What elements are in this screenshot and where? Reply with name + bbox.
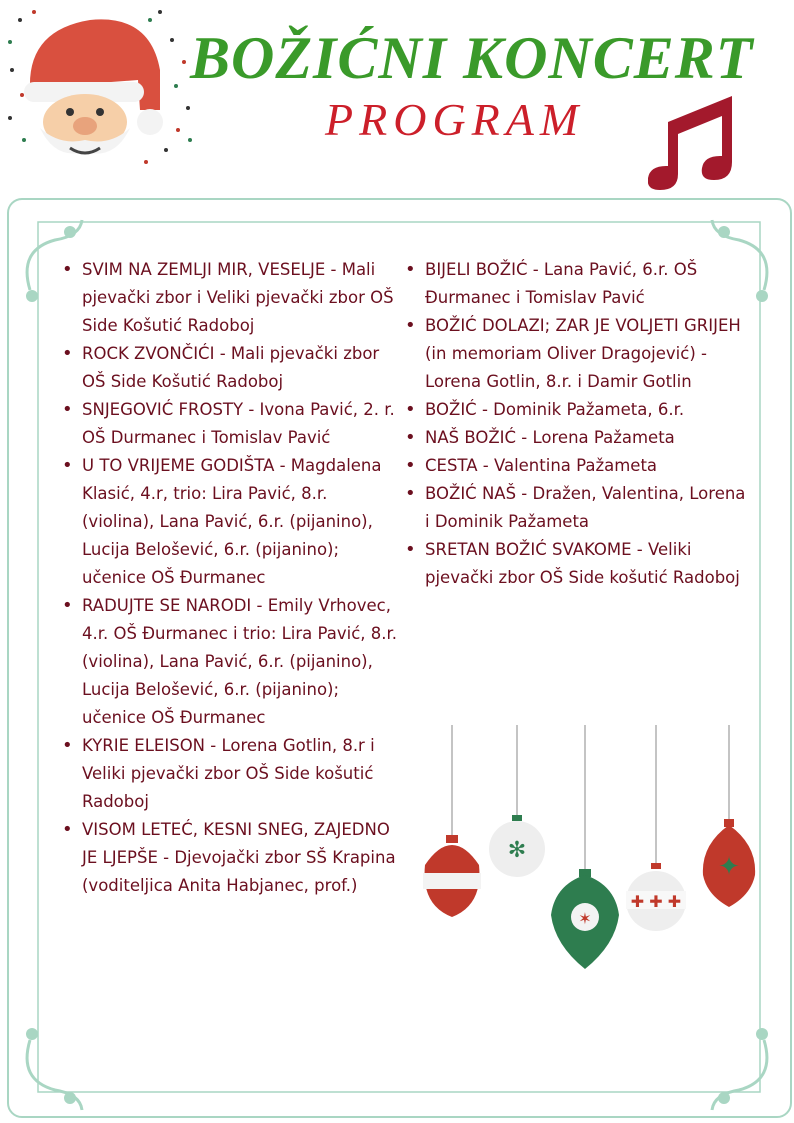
list-item: • CESTA - Valentina Pažameta [403, 452, 753, 480]
list-item: • ROCK ZVONČIĆI - Mali pjevački zbor OŠ Side Košutić Radoboj [60, 340, 400, 396]
list-item: • U TO VRIJEME GODIŠTA - Magdalena Klasić, 4.r, trio: Lira Pavić, 8.r. (violina), Lana Pavić, 6.r. (pijanino), Lucija Belošević, 6.r. (pijanino); učenice OŠ Đurmanec [60, 452, 400, 592]
page-subtitle: PROGRAM [325, 94, 585, 145]
list-item: • BOŽIĆ NAŠ - Dražen, Valentina, Lorena i Dominik Pažameta [403, 480, 753, 536]
list-item: • SNJEGOVIĆ FROSTY - Ivona Pavić, 2. r. OŠ Durmanec i Tomislav Pavić [60, 396, 400, 452]
list-item: • NAŠ BOŽIĆ - Lorena Pažameta [403, 424, 753, 452]
list-item: • RADUJTE SE NARODI - Emily Vrhovec, 4.r. OŠ Đurmanec i trio: Lira Pavić, 8.r. (violina), Lana Pavić, 6.r. (pijanino), Lucija Belošević, 6.r. (pijanino); učenice OŠ Đurmanec [60, 592, 400, 732]
list-item: • VISOM LETEĆ, KESNI SNEG, ZAJEDNO JE LJEPŠE - Djevojački zbor SŠ Krapina (voditeljica Anita Habjanec, prof.) [60, 816, 400, 900]
page-title: BOŽIĆNI KONCERT [190, 25, 754, 91]
list-item: • SVIM NA ZEMLJI MIR, VESELJE - Mali pjevački zbor i Veliki pjevački zbor OŠ Side Košutić Radoboj [60, 256, 400, 340]
list-item: • KYRIE ELEISON - Lorena Gotlin, 8.r i Veliki pjevački zbor OŠ Side košutić Radoboj [60, 732, 400, 816]
svg-text:✚ ✚ ✚: ✚ ✚ ✚ [630, 892, 682, 911]
program-list-left [60, 256, 400, 900]
list-item: • BOŽIĆ - Dominik Pažameta, 6.r. [403, 396, 753, 424]
svg-text:✶: ✶ [578, 909, 592, 928]
program-list-right [403, 256, 753, 592]
list-item: • SRETAN BOŽIĆ SVAKOME - Veliki pjevački zbor OŠ Side košutić Radoboj [403, 536, 753, 592]
ornament-icon [415, 725, 765, 985]
svg-text:✦: ✦ [718, 852, 740, 882]
svg-text:✻: ✻ [507, 838, 527, 863]
list-item: • BOŽIĆ DOLAZI; ZAR JE VOLJETI GRIJEH (in memoriam Oliver Dragojević) - Lorena Gotlin, 8.r. i Damir Gotlin [403, 312, 753, 396]
list-item: • BIJELI BOŽIĆ - Lana Pavić, 6.r. OŠ Đurmanec i Tomislav Pavić [403, 256, 753, 312]
